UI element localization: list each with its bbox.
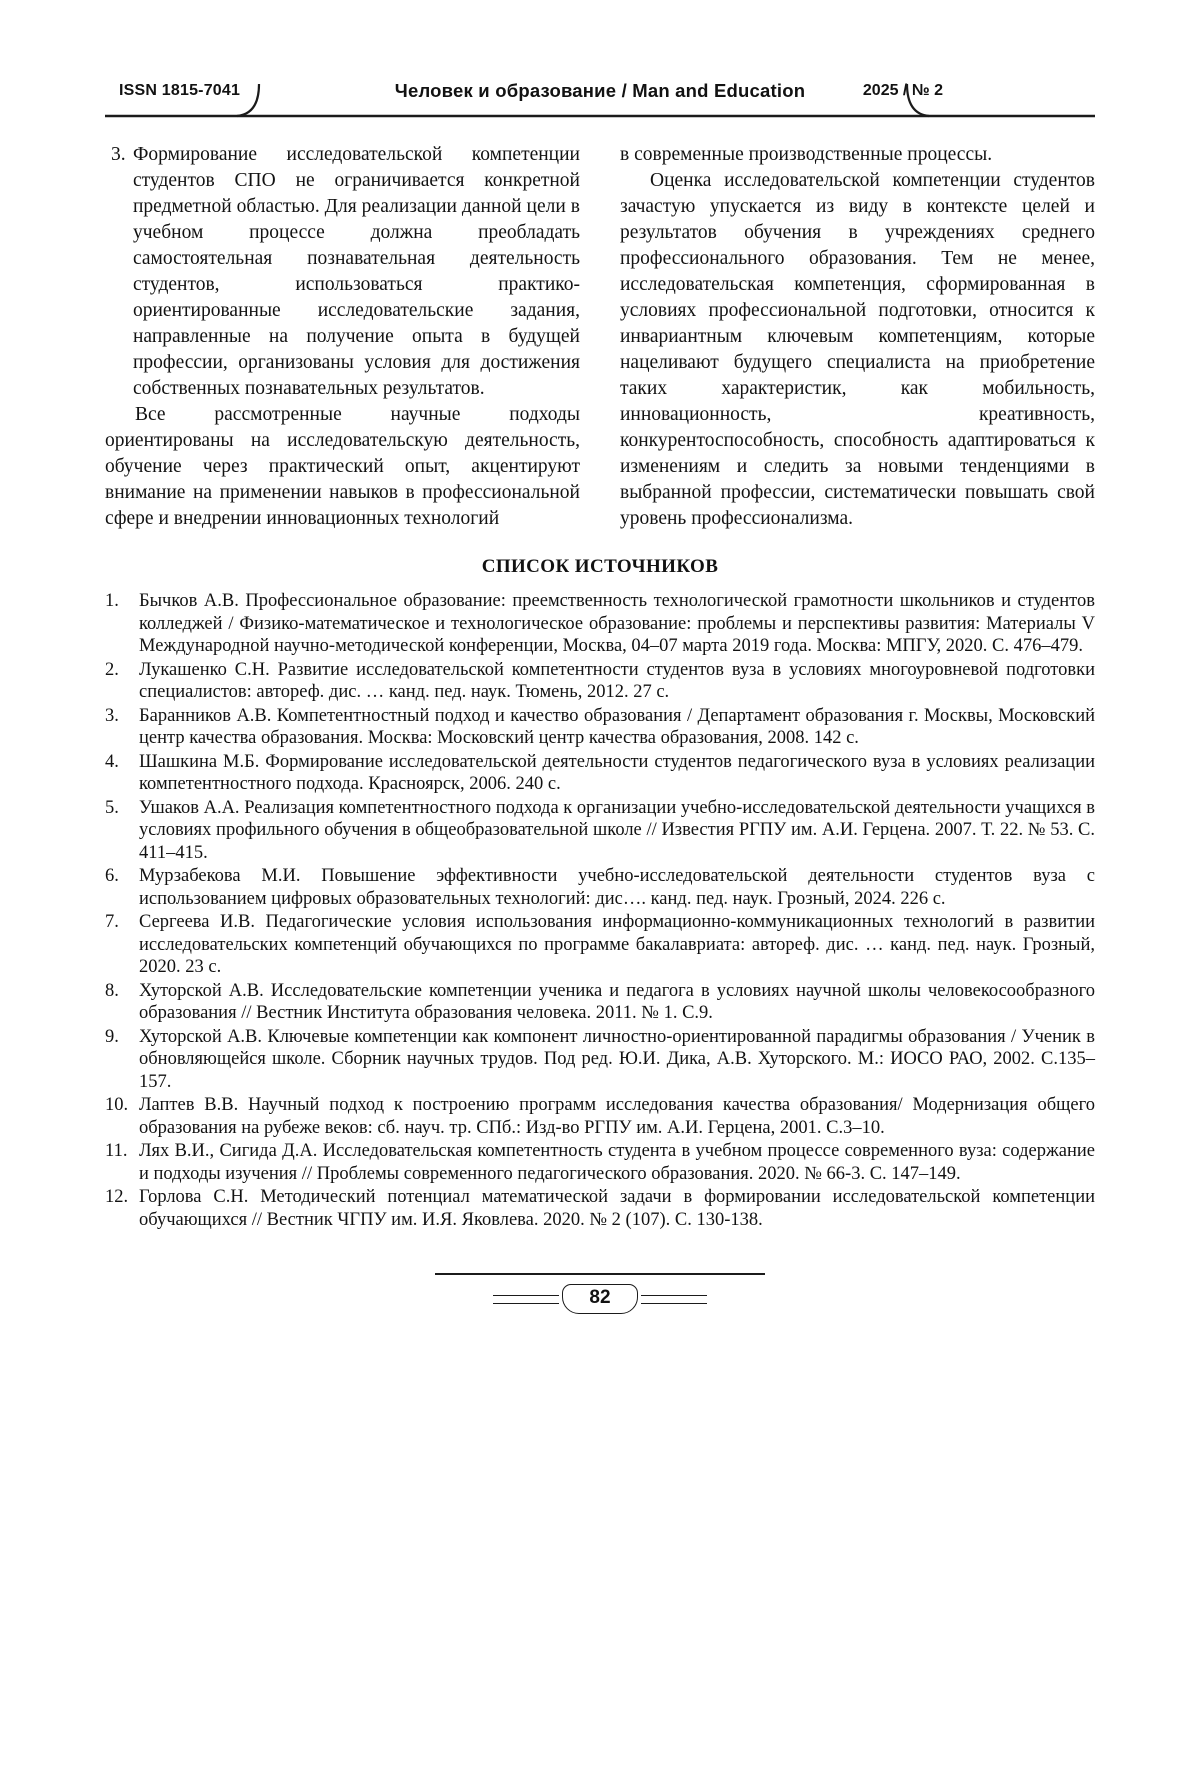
paragraph-text: Формирование исследовательской компетенции студентов СПО не ограничивается конкретной предметной областью. Для реализации данной цели в учебном процессе должна преобладать самостоятельная познавательная деятельность студентов, использоваться практико-ориентированные исследовательские задания, направленные на получение опыта в будущей профессии, организованы условия для достижения собственных познавательных результатов.	[133, 144, 580, 399]
reference-text: Мурзабекова М.И. Повышение эффективности учебно-исследовательской деятельности студентов вуза с использованием цифровых образовательных технологий: дис…. канд. пед. наук. Грозный, 2024. 226 с.	[139, 866, 1095, 909]
reference-number: 4.	[105, 751, 119, 772]
page-number: 82	[562, 1284, 638, 1314]
reference-text: Лаптев В.В. Научный подход к построению программ исследования качества образования/ Модернизация общего образования на рубеже веков: сб. науч. тр. СПб.: Изд-во РГПУ им. А.И. Герцена, 2001. С.3–10.	[139, 1095, 1095, 1138]
reference-item	[105, 1094, 1095, 1139]
reference-item	[105, 797, 1095, 865]
reference-number: 10.	[105, 1095, 129, 1115]
page-header	[105, 78, 1095, 116]
reference-text: Ушаков А.А. Реализация компетентностного подхода к организации учебно-исследовательской деятельности учащихся в условиях профильного обучения в общеобразовательной школе // Известия РГПУ им. А.И. Герцена. 2007. Т. 22. № 53. С. 411–415.	[139, 797, 1095, 863]
reference-text: Сергеева И.В. Педагогические условия использования информационно-коммуникационных технологий в развитии исследовательских компетенций обучающихся по программе бакалавриата: автореф. дис. … канд. пед. наук. Грозный, 2020. 23 с.	[139, 912, 1095, 977]
left-column	[105, 142, 580, 532]
reference-text: Баранников А.В. Компетентностный подход и качество образования / Департамент образования г. Москвы, Московский центр качества образования. Москва: Московский центр качества образования, 2008. 142 с.	[139, 705, 1095, 748]
footer-ornament-left	[493, 1295, 559, 1304]
references-list	[105, 590, 1095, 1231]
reference-number: 6.	[105, 866, 119, 886]
reference-item	[105, 751, 1095, 796]
reference-number: 7.	[105, 912, 119, 932]
issn-label: ISSN 1815-7041	[119, 82, 241, 99]
reference-text: Хуторской А.В. Исследовательские компетенции ученика и педагога в условиях научной школы человекосообразного образования // Вестник Института образования человека. 2011. № 1. С.9.	[139, 980, 1095, 1023]
reference-text: Хуторской А.В. Ключевые компетенции как компонент личностно-ориентированной парадигмы образования / Ученик в обновляющейся школе. Сборник научных трудов. Под ред. Ю.И. Дика, А.В. Хуторского. М.: ИОСО РАО, 2002. С.135–157.	[139, 1026, 1095, 1092]
journal-title: Человек и образование / Man and Education	[394, 80, 806, 101]
reference-item	[105, 1140, 1095, 1185]
paragraph-continuation: в современные производственные процессы.	[620, 144, 993, 165]
right-column	[620, 142, 1095, 532]
reference-text: Горлова С.Н. Методический потенциал математической задачи в формировании исследовательской компетенции обучающихся // Вестник ЧГПУ им. И.Я. Яковлева. 2020. № 2 (107). С. 130-138.	[139, 1187, 1095, 1230]
reference-text: Лях В.И., Сигида Д.А. Исследовательская компетентность студента в учебном процессе современного вуза: содержание и подходы изучения // Проблемы современного педагогического образования. 2020. № 66-3. С. 147–149.	[139, 1141, 1095, 1184]
paragraph: Все рассмотренные научные подходы ориентированы на исследовательскую деятельность, обучение через практический опыт, акцентируют внимание на применении навыков в профессиональной сфере и внедрении инновационных технологий	[105, 404, 580, 529]
page-footer	[105, 1273, 1095, 1314]
numbered-paragraph-3	[105, 142, 580, 402]
issue-label: 2025 / № 2	[862, 82, 943, 99]
reference-text: Бычков А.В. Профессиональное образование: преемственность технологической грамотности школьников и студентов колледжей / Физико-математическое и технологическое образование: проблемы и перспективы развития: Материалы V Международной научно-методической конференции, Москва, 04–07 марта 2019 года. Москва: МПГУ, 2020. С. 476–479.	[139, 591, 1095, 656]
reference-item	[105, 911, 1095, 979]
reference-number: 12.	[105, 1187, 129, 1207]
paragraph-number: 3.	[111, 144, 126, 165]
reference-number: 8.	[105, 980, 119, 1001]
reference-item	[105, 1026, 1095, 1094]
page-number-row	[105, 1284, 1095, 1314]
references-heading: СПИСОК ИСТОЧНИКОВ	[481, 556, 719, 577]
footer-rule	[435, 1273, 765, 1275]
reference-number: 9.	[105, 1026, 119, 1047]
reference-number: 2.	[105, 659, 119, 680]
reference-text: Лукашенко С.Н. Развитие исследовательской компетентности студентов вуза в условиях многоуровневой подготовки специалистов: автореф. дис. … канд. пед. наук. Тюмень, 2012. 27 с.	[139, 659, 1095, 702]
paragraph: Оценка исследовательской компетенции студентов зачастую упускается из виду в контексте целей и результатов обучения в учреждениях среднего профессионального образования. Тем не менее, исследовательская компетенция, сформированная в условиях профессиональной подготовки, относится к инвариантным ключевым компетенциям, которые нацеливают будущего специалиста на приобретение таких характеристик, как мобильность, инновационность, креативность, конкурентоспособность, способность адаптироваться к изменениям и следить за новыми тенденциями в выбранной профессии, систематически повышать свой уровень профессионализма.	[620, 170, 1095, 529]
reference-number: 3.	[105, 705, 119, 726]
reference-item	[105, 705, 1095, 750]
reference-item	[105, 865, 1095, 910]
reference-item	[105, 1186, 1095, 1231]
reference-number: 5.	[105, 797, 119, 818]
reference-item	[105, 980, 1095, 1025]
article-body	[105, 142, 1095, 532]
reference-number: 1.	[105, 591, 119, 611]
reference-item	[105, 590, 1095, 658]
footer-ornament-right	[641, 1295, 707, 1304]
reference-number: 11.	[105, 1141, 128, 1161]
header-rule-ornament	[105, 82, 1095, 118]
reference-item	[105, 659, 1095, 704]
reference-text: Шашкина М.Б. Формирование исследовательской деятельности студентов педагогического вуза в условиях реализации компетентностного подхода. Красноярск, 2006. 240 с.	[139, 751, 1095, 794]
